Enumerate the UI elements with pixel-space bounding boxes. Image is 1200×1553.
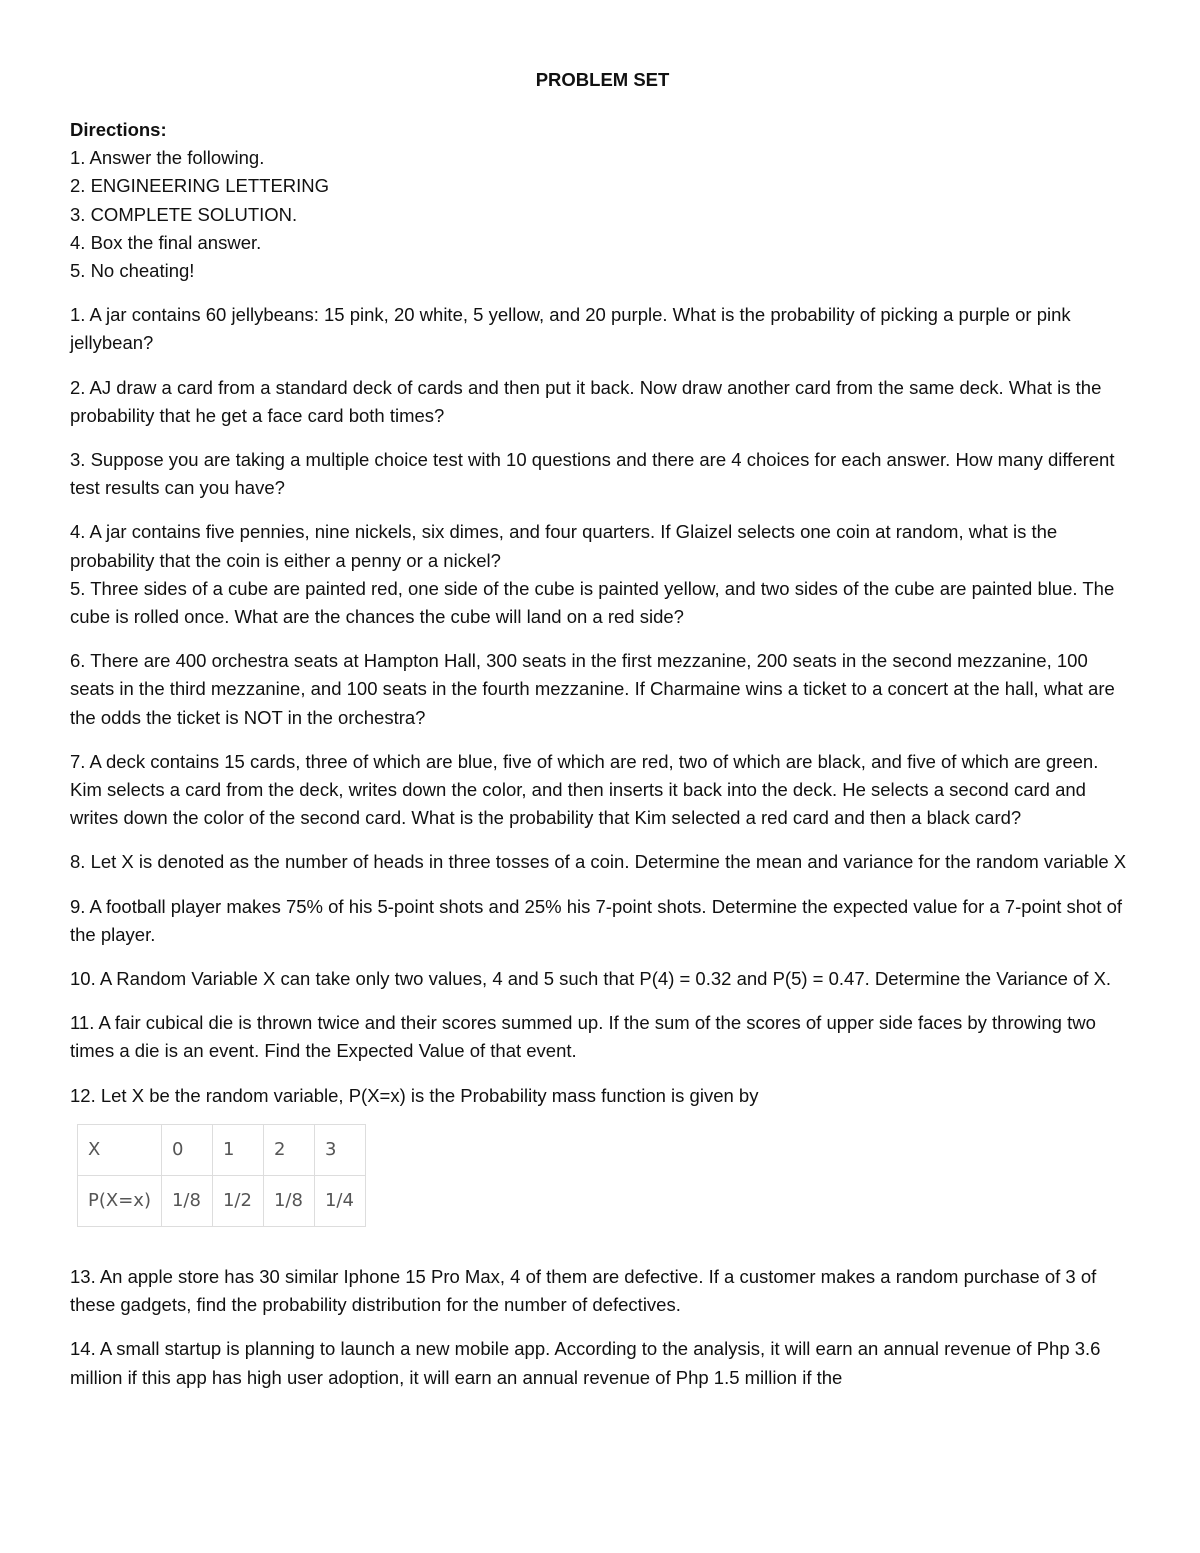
pmf-p-value: 1/8 — [263, 1175, 314, 1226]
problem-6: 6. There are 400 orchestra seats at Hampton Hall, 300 seats in the first mezzanine, 200 seats in the second mezzanine, 100 seats in the third mezzanine, and 100 seats in the fourth mezzanine. If Charmaine wins a ticket to a concert at the hall, what are the odds the ticket is NOT in the orchestra? — [70, 650, 1115, 728]
pmf-x-value: 0 — [161, 1124, 212, 1175]
direction-item: 2. ENGINEERING LETTERING — [70, 175, 330, 197]
pmf-row-probability — [78, 1175, 366, 1226]
pmf-table — [77, 1124, 366, 1227]
pmf-p-label: P(X=x) — [78, 1175, 162, 1226]
problem-set-page — [70, 66, 1135, 1408]
direction-item: 4. Box the final answer. — [70, 231, 262, 253]
problem-3: 3. Suppose you are taking a multiple choice test with 10 questions and there are 4 choices for each answer. How many different test results can you have? — [70, 449, 1115, 499]
problem-1: 1. A jar contains 60 jellybeans: 15 pink, 20 white, 5 yellow, and 20 purple. What is the probability of picking a purple or pink jellybean? — [70, 304, 1071, 354]
problem-4: 4. A jar contains five pennies, nine nickels, six dimes, and four quarters. If Glaizel selects one coin at random, what is the probability that the coin is either a penny or a nickel? — [70, 521, 1058, 571]
pmf-row-x — [78, 1124, 366, 1175]
direction-item: 3. COMPLETE SOLUTION. — [70, 203, 298, 225]
page-title: PROBLEM SET — [535, 69, 670, 90]
pmf-p-value: 1/2 — [212, 1175, 263, 1226]
problem-5: 5. Three sides of a cube are painted red, one side of the cube is painted yellow, and two sides of the cube are painted blue. The cube is rolled once. What are the chances the cube will land on a red side? — [70, 577, 1115, 628]
pmf-p-value: 1/4 — [314, 1175, 365, 1226]
direction-item: 5. No cheating! — [70, 260, 195, 282]
problem-8: 8. Let X is denoted as the number of heads in three tosses of a coin. Determine the mean and variance for the random variable X — [70, 851, 1127, 873]
pmf-x-value: 2 — [263, 1124, 314, 1175]
problem-9: 9. A football player makes 75% of his 5-point shots and 25% his 7-point shots. Determine the expected value for a 7-point shot of the player. — [70, 895, 1123, 945]
pmf-x-value: 1 — [212, 1124, 263, 1175]
directions-list — [70, 144, 1135, 285]
pmf-x-value: 3 — [314, 1124, 365, 1175]
problem-11: 11. A fair cubical die is thrown twice and their scores summed up. If the sum of the scores of upper side faces by throwing two times a die is an event. Find the Expected Value of that event. — [70, 1012, 1096, 1062]
problem-10: 10. A Random Variable X can take only two values, 4 and 5 such that P(4) = 0.32 and P(5) = 0.47. Determine the Variance of X. — [70, 968, 1112, 990]
problem-12: 12. Let X be the random variable, P(X=x) is the Probability mass function is given by — [70, 1084, 759, 1106]
problem-2: 2. AJ draw a card from a standard deck of cards and then put it back. Now draw another card from the same deck. What is the probability that he get a face card both times? — [70, 376, 1102, 426]
pmf-table-wrapper — [77, 1124, 1135, 1227]
direction-item: 1. Answer the following. — [70, 147, 265, 169]
pmf-x-label: X — [78, 1124, 162, 1175]
directions-heading: Directions: — [70, 119, 167, 140]
problem-13: 13. An apple store has 30 similar Iphone 15 Pro Max, 4 of them are defective. If a customer makes a random purchase of 3 of these gadgets, find the probability distribution for the number of defectives. — [70, 1265, 1097, 1316]
problem-14: 14. A small startup is planning to launch a new mobile app. According to the analysis, it will earn an annual revenue of Php 3.6 million if this app has high user adoption, it will earn an annual revenue of Php 1.5 million if the — [70, 1338, 1101, 1388]
problem-7: 7. A deck contains 15 cards, three of which are blue, five of which are red, two of which are black, and five of which are green. Kim selects a card from the deck, writes down the color, and then inserts it back into the deck. He selects a second card and writes down the color of the second card. What is the probability that Kim selected a red card and then a black card? — [70, 750, 1099, 829]
pmf-p-value: 1/8 — [161, 1175, 212, 1226]
